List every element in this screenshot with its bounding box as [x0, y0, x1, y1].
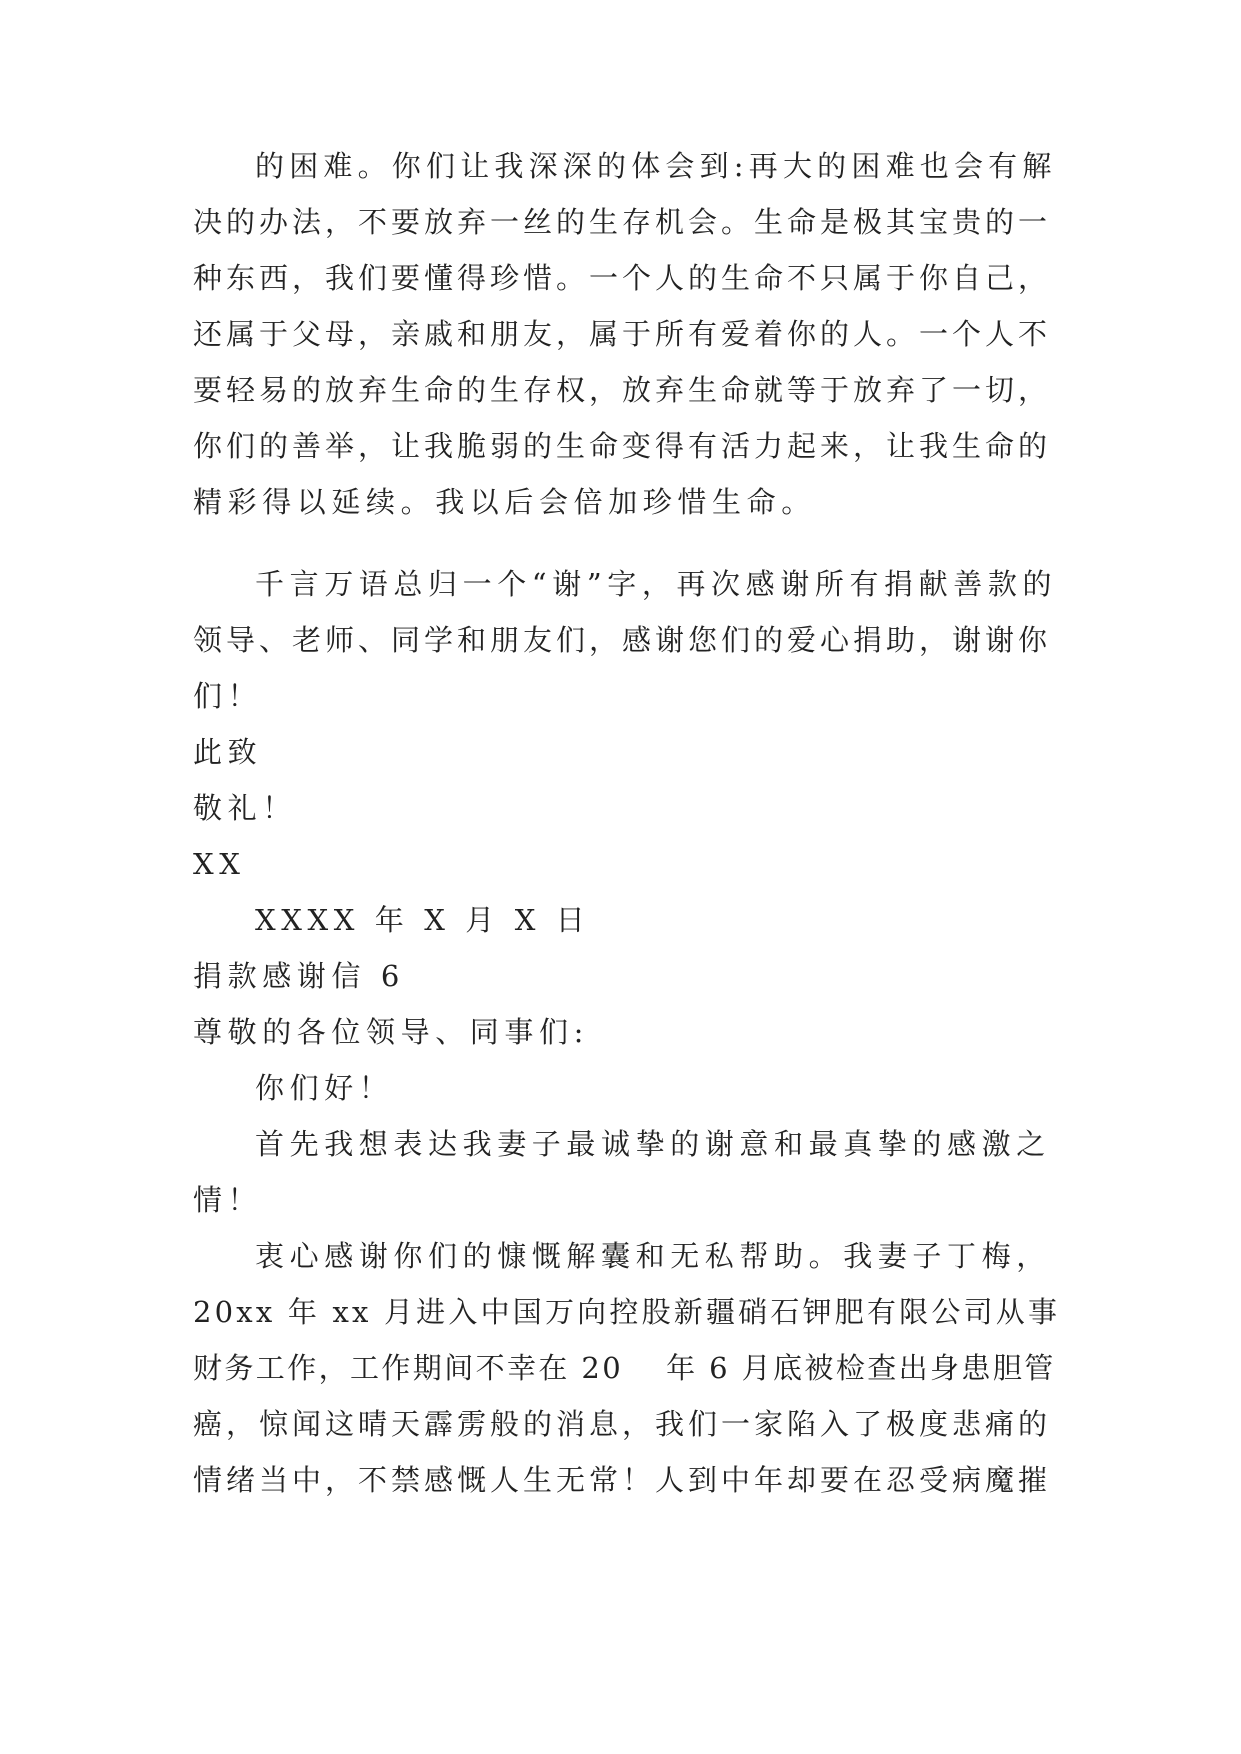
paragraph-line: 们！: [193, 679, 263, 713]
paragraph-line: 癌，惊闻这晴天霹雳般的消息，我们一家陷入了极度悲痛的: [193, 1407, 1052, 1441]
paragraph-line: 的困难。你们让我深深的体会到:再大的困难也会有解: [255, 149, 1057, 183]
paragraph-line: 精彩得以延续。我以后会倍加珍惜生命。: [193, 485, 816, 519]
paragraph-line: 情！: [193, 1183, 263, 1217]
paragraph-line: 领导、老师、同学和朋友们，感谢您们的爱心捐助，谢谢你: [193, 623, 1052, 657]
signature-name: XX: [193, 847, 246, 881]
paragraph-line: 衷心感谢你们的慷慨解囊和无私帮助。我妻子丁梅，: [255, 1239, 1051, 1273]
closing-line: 此致: [193, 735, 263, 769]
paragraph-line: 首先我想表达我妻子最诚挚的谢意和最真挚的感激之: [255, 1127, 1051, 1161]
paragraph-line: 要轻易的放弃生命的生存权，放弃生命就等于放弃了一切，: [193, 373, 1052, 407]
closing-salute: 敬礼！: [193, 791, 297, 825]
paragraph-line: 种东西，我们要懂得珍惜。一个人的生命不只属于你自己，: [193, 261, 1052, 295]
paragraph-line: 财务工作，工作期间不幸在 20 年 6 月底被检查出身患胆管: [193, 1351, 1056, 1385]
paragraph-line: 情绪当中，不禁感慨人生无常！人到中年却要在忍受病魔摧: [193, 1463, 1052, 1497]
paragraph-line: 你们的善举，让我脆弱的生命变得有活力起来，让我生命的: [193, 429, 1052, 463]
paragraph-line: 还属于父母，亲戚和朋友，属于所有爱着你的人。一个人不: [193, 317, 1052, 351]
paragraph-line: 决的办法，不要放弃一丝的生存机会。生命是极其宝贵的一: [193, 205, 1052, 239]
greeting: 你们好！: [255, 1071, 394, 1105]
signature-date: XXXX 年 X 月 X 日: [255, 903, 591, 937]
paragraph-line: 20xx 年 xx 月进入中国万向控股新疆硝石钾肥有限公司从事: [193, 1295, 1061, 1329]
paragraph-line: 千言万语总归一个“谢”字，再次感谢所有捐献善款的: [255, 567, 1058, 601]
section-title: 捐款感谢信 6: [193, 959, 405, 993]
salutation: 尊敬的各位领导、同事们:: [193, 1015, 589, 1049]
